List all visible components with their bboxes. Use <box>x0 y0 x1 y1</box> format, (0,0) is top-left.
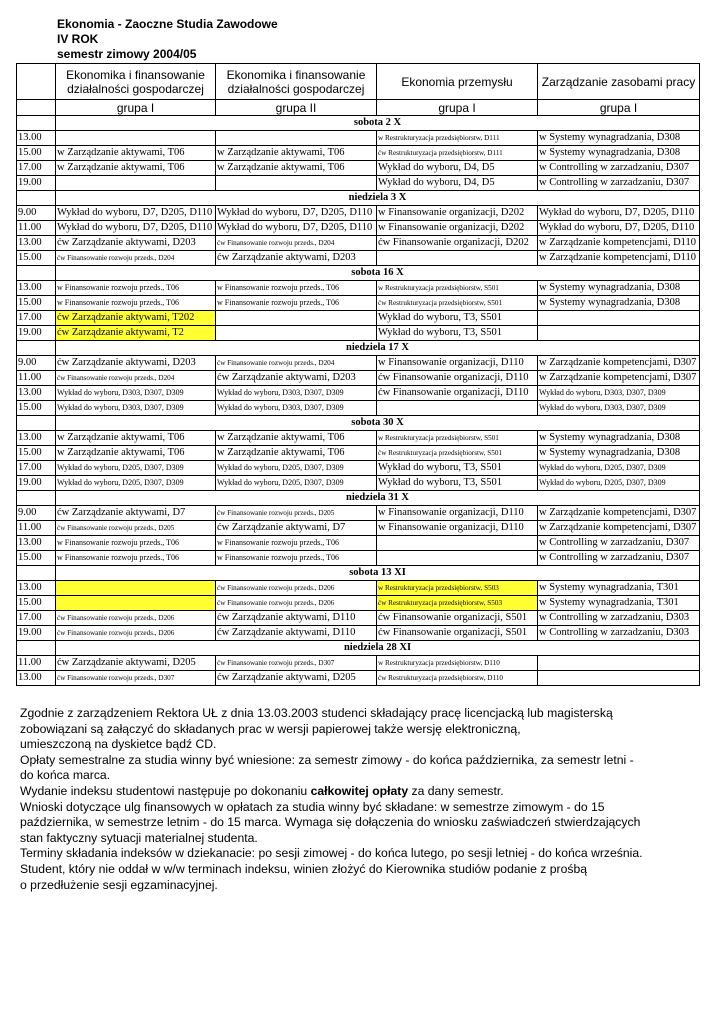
class-cell: w Controlling w zarzadzaniu, D307 <box>538 161 700 176</box>
class-cell: Wykład do wyboru, D205, D307, D309 <box>538 461 700 476</box>
class-cell: Wykład do wyboru, D303, D307, D309 <box>56 401 216 416</box>
column-group: grupa I <box>377 100 538 116</box>
class-cell <box>538 326 700 341</box>
class-cell: w Zarządzanie aktywami, T06 <box>216 446 377 461</box>
day-row <box>17 641 700 656</box>
class-cell: Wykład do wyboru, D7, D205, D110 <box>216 221 377 236</box>
class-cell <box>538 671 700 686</box>
time-cell: 9.00 <box>17 206 56 221</box>
column-group: grupa I <box>56 100 216 116</box>
class-cell: ćw Finansowanie rozwoju przeds., D204 <box>216 356 377 371</box>
class-cell: w Zarządzanie aktywami, T06 <box>56 146 216 161</box>
table-row <box>17 596 700 611</box>
schedule-table <box>16 63 700 686</box>
class-cell <box>56 581 216 596</box>
class-cell: w Restrukturyzacja przedsiębiorstw, S501 <box>377 281 538 296</box>
day-spacer-cell <box>17 116 56 131</box>
class-cell: Wykład do wyboru, D205, D307, D309 <box>56 461 216 476</box>
day-label: sobota 30 X <box>56 416 700 431</box>
time-cell: 13.00 <box>17 386 56 401</box>
class-cell: Wykład do wyboru, T3, S501 <box>377 461 538 476</box>
class-cell: w Systemy wynagradzania, D308 <box>538 281 700 296</box>
table-row <box>17 311 700 326</box>
class-cell: Wykład do wyboru, T3, S501 <box>377 476 538 491</box>
day-row <box>17 566 700 581</box>
class-cell: ćw Finansowanie rozwoju przeds., D206 <box>216 581 377 596</box>
class-cell: ćw Finansowanie rozwoju przeds., D204 <box>216 236 377 251</box>
corner-cell <box>17 64 56 100</box>
day-row <box>17 491 700 506</box>
class-cell: w Zarządzanie kompetencjami, D307 <box>538 521 700 536</box>
class-cell: Wykład do wyboru, D7, D205, D110 <box>216 206 377 221</box>
class-cell: w Systemy wynagradzania, T301 <box>538 581 700 596</box>
class-cell: w Controlling w zarzadzaniu, D303 <box>538 626 700 641</box>
class-cell: ćw Zarządzanie aktywami, D110 <box>216 611 377 626</box>
class-cell: w Zarządzanie aktywami, T06 <box>216 146 377 161</box>
class-cell: Wykład do wyboru, D303, D307, D309 <box>56 386 216 401</box>
table-row <box>17 476 700 491</box>
table-row <box>17 461 700 476</box>
day-label: niedziela 28 XI <box>56 641 700 656</box>
time-cell: 15.00 <box>17 296 56 311</box>
note-line: umieszczoną na dyskietce bądź CD. <box>20 737 217 752</box>
note-line: o przedłużenie sesji egzaminacyjnej. <box>20 877 218 892</box>
column-name: Ekonomika i finansowanie działalności gospodarczej <box>216 64 377 100</box>
table-row <box>17 206 700 221</box>
header-year: IV ROK <box>57 32 99 46</box>
day-row <box>17 116 700 131</box>
note-text: Wydanie indeksu studentowi następuje po dokonaniu <box>20 783 311 798</box>
note-line: Zgodnie z zarządzeniem Rektora UŁ z dnia 13.03.2003 studenci składający pracę licencjacką lub magisterską <box>20 706 613 720</box>
class-cell: ćw Restrukturyzacja przedsiębiorstw, S501 <box>377 446 538 461</box>
time-cell: 17.00 <box>17 461 56 476</box>
table-row <box>17 671 700 686</box>
class-cell: ćw Zarządzanie aktywami, D203 <box>56 356 216 371</box>
header-row-names <box>17 64 700 100</box>
class-cell: Wykład do wyboru, D303, D307, D309 <box>216 386 377 401</box>
table-row <box>17 626 700 641</box>
class-cell: w Zarządzanie kompetencjami, D110 <box>538 236 700 251</box>
table-row <box>17 401 700 416</box>
time-cell: 19.00 <box>17 476 56 491</box>
column-name: Ekonomia przemysłu <box>377 64 538 100</box>
time-cell: 19.00 <box>17 626 56 641</box>
time-cell: 19.00 <box>17 176 56 191</box>
class-cell: w Finansowanie organizacji, D110 <box>377 356 538 371</box>
day-row <box>17 341 700 356</box>
day-spacer-cell <box>17 641 56 656</box>
class-cell: ćw Zarządzanie aktywami, D7 <box>56 506 216 521</box>
note-line: Opłaty semestralne za studia winny być wniesione: za semestr zimowy - do końca października, za semestr letni - <box>20 752 634 767</box>
header-semester: semestr zimowy 2004/05 <box>57 47 197 61</box>
time-cell: 13.00 <box>17 236 56 251</box>
table-row <box>17 161 700 176</box>
day-spacer-cell <box>17 266 56 281</box>
class-cell: ćw Finansowanie organizacji, D110 <box>377 386 538 401</box>
table-row <box>17 551 700 566</box>
class-cell: ćw Finansowanie rozwoju przeds., D204 <box>56 251 216 266</box>
header-row-groups <box>17 100 700 116</box>
table-row <box>17 131 700 146</box>
class-cell <box>56 596 216 611</box>
class-cell: ćw Finansowanie organizacji, S501 <box>377 626 538 641</box>
table-row <box>17 281 700 296</box>
note-line <box>20 784 710 800</box>
class-cell: w Finansowanie rozwoju przeds., T06 <box>216 536 377 551</box>
corner-cell <box>17 100 56 116</box>
class-cell: Wykład do wyboru, D4, D5 <box>377 176 538 191</box>
class-cell <box>538 656 700 671</box>
class-cell: ćw Finansowanie rozwoju przeds., D205 <box>56 521 216 536</box>
class-cell: ćw Finansowanie rozwoju przeds., D205 <box>216 506 377 521</box>
table-row <box>17 506 700 521</box>
class-cell: w Finansowanie organizacji, D110 <box>377 521 538 536</box>
note-bold-text: całkowitej opłaty <box>310 783 409 798</box>
time-cell: 17.00 <box>17 161 56 176</box>
day-spacer-cell <box>17 491 56 506</box>
table-row <box>17 386 700 401</box>
class-cell: w Controlling w zarzadzaniu, D307 <box>538 536 700 551</box>
class-cell: w Finansowanie organizacji, D110 <box>377 506 538 521</box>
day-label: niedziela 31 X <box>56 491 700 506</box>
time-cell: 19.00 <box>17 326 56 341</box>
class-cell: w Zarządzanie kompetencjami, D110 <box>538 251 700 266</box>
class-cell: ćw Finansowanie organizacji, S501 <box>377 611 538 626</box>
table-row <box>17 431 700 446</box>
class-cell: w Finansowanie rozwoju przeds., T06 <box>216 551 377 566</box>
day-label: niedziela 3 X <box>56 191 700 206</box>
class-cell <box>216 131 377 146</box>
time-cell: 11.00 <box>17 521 56 536</box>
day-row <box>17 191 700 206</box>
class-cell: w Zarządzanie kompetencjami, D307 <box>538 371 700 386</box>
class-cell: w Zarządzanie aktywami, T06 <box>56 446 216 461</box>
class-cell: ćw Zarządzanie aktywami, T2 <box>56 326 216 341</box>
class-cell: ćw Zarządzanie aktywami, T202 <box>56 311 216 326</box>
note-line: stan faktyczny sytuacji materialnej studenta. <box>20 830 258 845</box>
time-cell: 11.00 <box>17 371 56 386</box>
class-cell: Wykład do wyboru, T3, S501 <box>377 326 538 341</box>
time-cell: 17.00 <box>17 311 56 326</box>
note-line: Student, który nie oddał w w/w terminach indeksu, winien złożyć do Kierownika studiów podanie z prośbą <box>20 861 588 876</box>
table-row <box>17 371 700 386</box>
class-cell <box>377 536 538 551</box>
day-label: niedziela 17 X <box>56 341 700 356</box>
table-row <box>17 611 700 626</box>
column-name: Ekonomika i finansowanie działalności gospodarczej <box>56 64 216 100</box>
table-row <box>17 251 700 266</box>
time-cell: 11.00 <box>17 221 56 236</box>
class-cell: Wykład do wyboru, T3, S501 <box>377 311 538 326</box>
class-cell: ćw Zarządzanie aktywami, D110 <box>216 626 377 641</box>
note-line: Wnioski dotyczące ulg finansowych w opłatach za studia winny być składane: w semestrze zimowym - do 15 <box>20 799 605 814</box>
day-spacer-cell <box>17 191 56 206</box>
class-cell: Wykład do wyboru, D303, D307, D309 <box>538 386 700 401</box>
class-cell: Wykład do wyboru, D303, D307, D309 <box>538 401 700 416</box>
column-name: Zarządzanie zasobami pracy <box>538 64 700 100</box>
class-cell: w Controlling w zarzadzaniu, D303 <box>538 611 700 626</box>
class-cell: ćw Zarządzanie aktywami, D205 <box>216 671 377 686</box>
class-cell: w Systemy wynagradzania, D308 <box>538 446 700 461</box>
class-cell: w Controlling w zarzadzaniu, D307 <box>538 551 700 566</box>
time-cell: 13.00 <box>17 431 56 446</box>
class-cell: w Finansowanie rozwoju przeds., T06 <box>56 296 216 311</box>
time-cell: 15.00 <box>17 446 56 461</box>
class-cell: w Restrukturyzacja przedsiębiorstw, D110 <box>377 656 538 671</box>
header-title: Ekonomia - Zaoczne Studia Zawodowe <box>57 17 278 31</box>
class-cell: w Finansowanie rozwoju przeds., T06 <box>216 296 377 311</box>
day-label: sobota 13 XI <box>56 566 700 581</box>
class-cell <box>216 326 377 341</box>
class-cell: ćw Finansowanie rozwoju przeds., D204 <box>56 371 216 386</box>
time-cell: 13.00 <box>17 536 56 551</box>
class-cell <box>216 176 377 191</box>
note-line: do końca marca. <box>20 768 111 783</box>
note-line: Terminy składania indeksów w dziekanacie: po sesji zimowej - do końca lutego, po sesji letniej - do końca września. <box>20 846 643 861</box>
table-row <box>17 521 700 536</box>
day-spacer-cell <box>17 341 56 356</box>
class-cell: ćw Finansowanie rozwoju przeds., D206 <box>56 611 216 626</box>
table-row <box>17 296 700 311</box>
time-cell: 17.00 <box>17 611 56 626</box>
class-cell: ćw Zarządzanie aktywami, D203 <box>216 251 377 266</box>
class-cell <box>377 551 538 566</box>
class-cell: ćw Finansowanie rozwoju przeds., D206 <box>56 626 216 641</box>
time-cell: 13.00 <box>17 281 56 296</box>
class-cell <box>538 311 700 326</box>
class-cell: ćw Restrukturyzacja przedsiębiorstw, S503 <box>377 596 538 611</box>
time-cell: 15.00 <box>17 251 56 266</box>
class-cell: w Restrukturyzacja przedsiębiorstw, S501 <box>377 431 538 446</box>
class-cell: ćw Zarządzanie aktywami, D205 <box>56 656 216 671</box>
class-cell: w Restrukturyzacja przedsiębiorstw, S503 <box>377 581 538 596</box>
day-spacer-cell <box>17 416 56 431</box>
class-cell: w Finansowanie organizacji, D202 <box>377 206 538 221</box>
table-row <box>17 356 700 371</box>
time-cell: 9.00 <box>17 506 56 521</box>
class-cell: w Systemy wynagradzania, D308 <box>538 131 700 146</box>
class-cell: Wykład do wyboru, D4, D5 <box>377 161 538 176</box>
class-cell: w Finansowanie rozwoju przeds., T06 <box>56 536 216 551</box>
class-cell: Wykład do wyboru, D7, D205, D110 <box>538 206 700 221</box>
class-cell: w Finansowanie rozwoju przeds., T06 <box>56 551 216 566</box>
class-cell: ćw Finansowanie rozwoju przeds., D206 <box>216 596 377 611</box>
class-cell: ćw Zarządzanie aktywami, D203 <box>56 236 216 251</box>
notes-section <box>20 706 710 893</box>
class-cell: ćw Restrukturyzacja przedsiębiorstw, S501 <box>377 296 538 311</box>
time-cell: 13.00 <box>17 671 56 686</box>
time-cell: 15.00 <box>17 401 56 416</box>
class-cell: Wykład do wyboru, D205, D307, D309 <box>216 476 377 491</box>
table-row <box>17 326 700 341</box>
class-cell: ćw Zarządzanie aktywami, D7 <box>216 521 377 536</box>
class-cell: ćw Finansowanie rozwoju przeds., D307 <box>216 656 377 671</box>
class-cell: w Zarządzanie aktywami, T06 <box>216 431 377 446</box>
time-cell: 13.00 <box>17 131 56 146</box>
table-row <box>17 536 700 551</box>
table-row <box>17 221 700 236</box>
table-row <box>17 176 700 191</box>
class-cell <box>216 311 377 326</box>
class-cell: w Zarządzanie aktywami, T06 <box>56 161 216 176</box>
class-cell: ćw Finansowanie organizacji, D110 <box>377 371 538 386</box>
class-cell <box>377 401 538 416</box>
class-cell: Wykład do wyboru, D205, D307, D309 <box>56 476 216 491</box>
column-group: grupa I <box>538 100 700 116</box>
class-cell <box>56 131 216 146</box>
class-cell: w Zarządzanie kompetencjami, D307 <box>538 506 700 521</box>
class-cell: Wykład do wyboru, D205, D307, D309 <box>216 461 377 476</box>
class-cell: ćw Restrukturyzacja przedsiębiorstw, D110 <box>377 671 538 686</box>
table-row <box>17 581 700 596</box>
class-cell: w Systemy wynagradzania, D308 <box>538 431 700 446</box>
day-label: sobota 16 X <box>56 266 700 281</box>
day-spacer-cell <box>17 566 56 581</box>
time-cell: 15.00 <box>17 146 56 161</box>
note-line: października, w semestrze letnim - do 15 marca. Wymaga się dołączenia do wniosku zaświadczeń stwierdzających <box>20 815 641 830</box>
class-cell: ćw Zarządzanie aktywami, D203 <box>216 371 377 386</box>
class-cell: Wykład do wyboru, D205, D307, D309 <box>538 476 700 491</box>
table-row <box>17 146 700 161</box>
class-cell: Wykład do wyboru, D7, D205, D110 <box>538 221 700 236</box>
class-cell: w Finansowanie rozwoju przeds., T06 <box>56 281 216 296</box>
class-cell: w Finansowanie rozwoju przeds., T06 <box>216 281 377 296</box>
column-group: grupa II <box>216 100 377 116</box>
class-cell: ćw Restrukturyzacja przedsiębiorstw, D111 <box>377 146 538 161</box>
class-cell: w Systemy wynagradzania, T301 <box>538 596 700 611</box>
class-cell: w Finansowanie organizacji, D202 <box>377 221 538 236</box>
class-cell: Wykład do wyboru, D7, D205, D110 <box>56 221 216 236</box>
table-row <box>17 446 700 461</box>
time-cell: 13.00 <box>17 581 56 596</box>
note-text: za dany semestr. <box>408 783 504 798</box>
time-cell: 15.00 <box>17 596 56 611</box>
time-cell: 9.00 <box>17 356 56 371</box>
class-cell <box>377 251 538 266</box>
table-row <box>17 236 700 251</box>
time-cell: 15.00 <box>17 551 56 566</box>
class-cell: w Zarządzanie kompetencjami, D307 <box>538 356 700 371</box>
class-cell: w Systemy wynagradzania, D308 <box>538 296 700 311</box>
day-label: sobota 2 X <box>56 116 700 131</box>
table-row <box>17 656 700 671</box>
class-cell: Wykład do wyboru, D303, D307, D309 <box>216 401 377 416</box>
class-cell <box>56 176 216 191</box>
day-row <box>17 416 700 431</box>
class-cell: w Restrukturyzacja przedsiębiorstw, D111 <box>377 131 538 146</box>
class-cell: w Zarządzanie aktywami, T06 <box>56 431 216 446</box>
class-cell: w Controlling w zarzadzaniu, D307 <box>538 176 700 191</box>
time-cell: 11.00 <box>17 656 56 671</box>
class-cell: w Zarządzanie aktywami, T06 <box>216 161 377 176</box>
day-row <box>17 266 700 281</box>
class-cell: Wykład do wyboru, D7, D205, D110 <box>56 206 216 221</box>
note-line: zobowiązani są załączyć do składanych prac w wersji papierowej także wersję elektroniczną, <box>20 721 521 736</box>
class-cell: ćw Finansowanie organizacji, D202 <box>377 236 538 251</box>
class-cell: ćw Finansowanie rozwoju przeds., D307 <box>56 671 216 686</box>
class-cell: w Systemy wynagradzania, D308 <box>538 146 700 161</box>
